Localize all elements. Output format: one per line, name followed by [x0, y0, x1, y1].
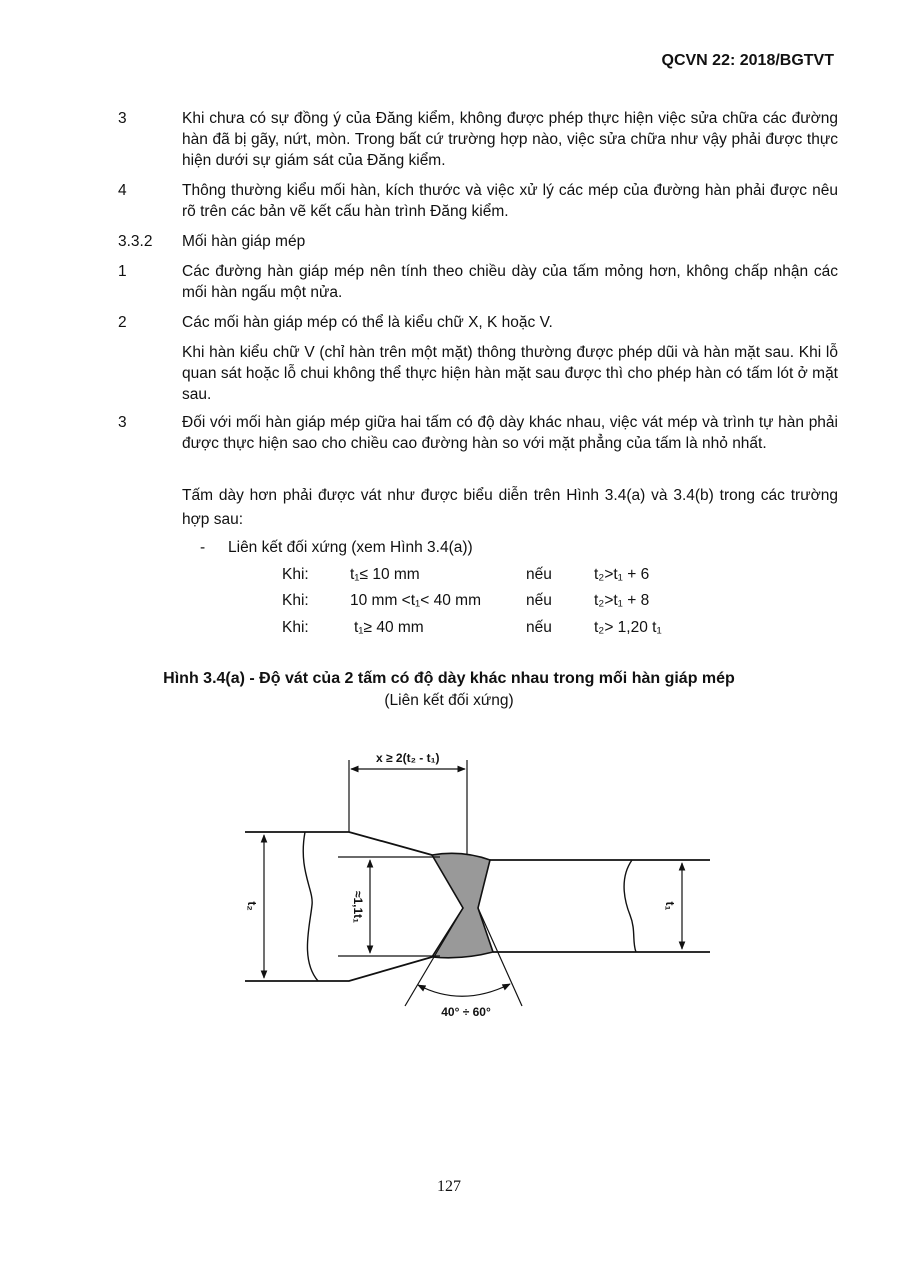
thick-plate — [245, 832, 432, 981]
condition-range: t₁≤ 10 mm — [350, 566, 420, 583]
condition-if: nếu — [526, 566, 552, 583]
clause-number: 3 — [118, 110, 127, 127]
condition-rule: t₂> 1,20 t₁ — [594, 619, 662, 636]
figure-title: Hình 3.4(a) - Độ vát của 2 tấm có độ dày khác nhau trong mối hàn giáp mép — [163, 670, 735, 687]
condition-if: nếu — [526, 619, 552, 636]
angle-label: 40° ÷ 60° — [441, 1005, 491, 1019]
document-code: QCVN 22: 2018/BGTVT — [661, 52, 834, 69]
condition-when: Khi: — [282, 592, 309, 609]
section-number: 3.3.2 — [118, 233, 153, 250]
clause-text: Thông thường kiểu mối hàn, kích thước và việc xử lý các mép của đường hàn phải được nêu rõ trên các bản vẽ kết cấu hàn trình Đăng kiểm. — [182, 182, 838, 220]
condition-rule: t₂>t₁ + 6 — [594, 566, 650, 583]
inner-thickness-label: ≈1,1t₁ — [351, 890, 365, 924]
weld-bead — [432, 853, 493, 957]
clause-text: Khi chưa có sự đồng ý của Đăng kiểm, không được phép thực hiện việc sửa chữa các đường hàn đã bị gãy, nứt, mòn. Trong bất cứ trường hợp nào, việc sửa chữa như vậy phải được thực hiện dưới sự giám sát của Đăng kiểm. — [182, 110, 838, 169]
clause-text: Đối với mối hàn giáp mép giữa hai tấm có độ dày khác nhau, việc vát mép và trình tự hàn phải được thực hiện sao cho chiều cao đường hàn so với mặt phẳng của tấm là nhỏ nhất. — [182, 414, 838, 452]
clause-3-continuation: Tấm dày hơn phải được vát như được biểu diễn trên Hình 3.4(a) và 3.4(b) trong các trường hợp sau: — [182, 487, 838, 528]
clause-number: 2 — [118, 314, 127, 331]
bullet-text: Liên kết đối xứng (xem Hình 3.4(a)) — [228, 539, 473, 556]
condition-if: nếu — [526, 592, 552, 609]
condition-when: Khi: — [282, 619, 309, 636]
x-dimension — [349, 760, 467, 855]
clause-number: 3 — [118, 414, 127, 431]
clause-text: Các đường hàn giáp mép nên tính theo chiều dày của tấm mỏng hơn, không chấp nhận các mối hàn ngấu một nửa. — [182, 263, 838, 301]
condition-range: t₁≥ 40 mm — [354, 619, 424, 636]
section-title: Mối hàn giáp mép — [182, 233, 306, 250]
clause-number: 1 — [118, 263, 127, 280]
condition-rule: t₂>t₁ + 8 — [594, 592, 650, 609]
page-number: 127 — [437, 1178, 461, 1195]
bullet-dash: - — [200, 539, 206, 556]
condition-range: 10 mm <t₁< 40 mm — [350, 592, 481, 609]
t1-label: t₁ — [663, 901, 677, 911]
figure-subtitle: (Liên kết đối xứng) — [384, 692, 514, 709]
condition-when: Khi: — [282, 566, 309, 583]
x-dimension-label: x ≥ 2(t₂ - t₁) — [376, 751, 440, 765]
clause-number: 4 — [118, 182, 127, 199]
clause-2-continuation: Khi hàn kiểu chữ V (chỉ hàn trên một mặt) thông thường được phép dũi và hàn mặt sau. Khi lỗ quan sát hoặc lỗ chui không thể thực hiện hàn mặt sau được thì cho phép hàn có tấm lót ở mặt sau. — [182, 344, 838, 403]
clause-text: Các mối hàn giáp mép có thể là kiểu chữ X, K hoặc V. — [182, 314, 553, 331]
t2-label: t₂ — [245, 901, 259, 911]
